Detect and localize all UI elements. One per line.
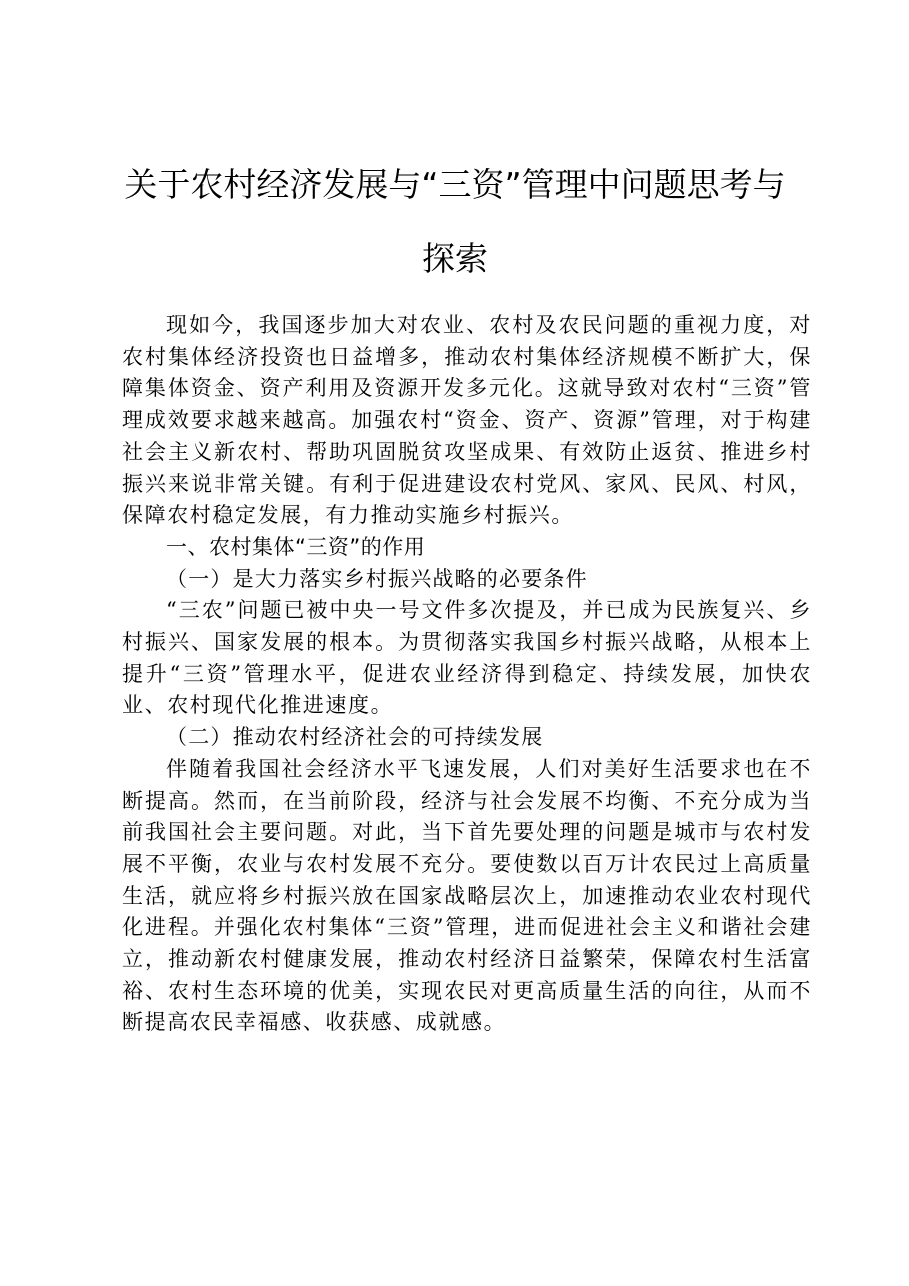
subsection-heading-1: （一）是大力落实乡村振兴战略的必要条件 — [166, 566, 588, 591]
paragraph-development: 伴随着我国社会经济水平飞速发展，人们对美好生活要求也在不断提高。然而，在当前阶段，经济与社会发展不均衡、不充分成为当前我国社会主要问题。对此，当下首先要处理的问题是城市与农村发展不平衡，农业与农村发展不充分。要使数以百万计农民过上高质量生活，就应将乡村振兴放在国家战略层次上，加速推动农业农村现代化进程。并强化农村集体“三资”管理，进而促进社会主义和谐社会建立，推动新农村健康发展，推动农村经济日益繁荣，保障农村生活富裕、农村生态环境的优美，实现农民对更高质量生活的向往，从而不断提高农民幸福感、收获感、成就感。 — [122, 756, 812, 1035]
document-body — [122, 310, 812, 1039]
intro-paragraph: 现如今，我国逐步加大对农业、农村及农民问题的重视力度，对农村集体经济投资也日益增多，推动农村集体经济规模不断扩大，保障集体资金、资产利用及资源开发多元化。这就导致对农村“三资”管理成效要求越来越高。加强农村“资金、资产、资源”管理，对于构建社会主义新农村、帮助巩固脱贫攻坚成果、有效防止返贫、推进乡村振兴来说非常关键。有利于促进建设农村党风、家风、民风、村风，保障农村稳定发展，有力推动实施乡村振兴。 — [122, 313, 812, 528]
subsection-heading-2: （二）推动农村经济社会的可持续发展 — [166, 725, 544, 750]
section-heading-1: 一、农村集体“三资”的作用 — [166, 534, 426, 559]
document-title: 关于农村经济发展与“三资”管理中问题思考与探索 — [124, 165, 786, 278]
paragraph-sanong: “三农”问题已被中央一号文件多次提及，并已成为民族复兴、乡村振兴、国家发展的根本。为贯彻落实我国乡村振兴战略，从根本上提升“三资”管理水平，促进农业经济得到稳定、持续发展，加快农业、农村现代化推进速度。 — [122, 598, 812, 718]
